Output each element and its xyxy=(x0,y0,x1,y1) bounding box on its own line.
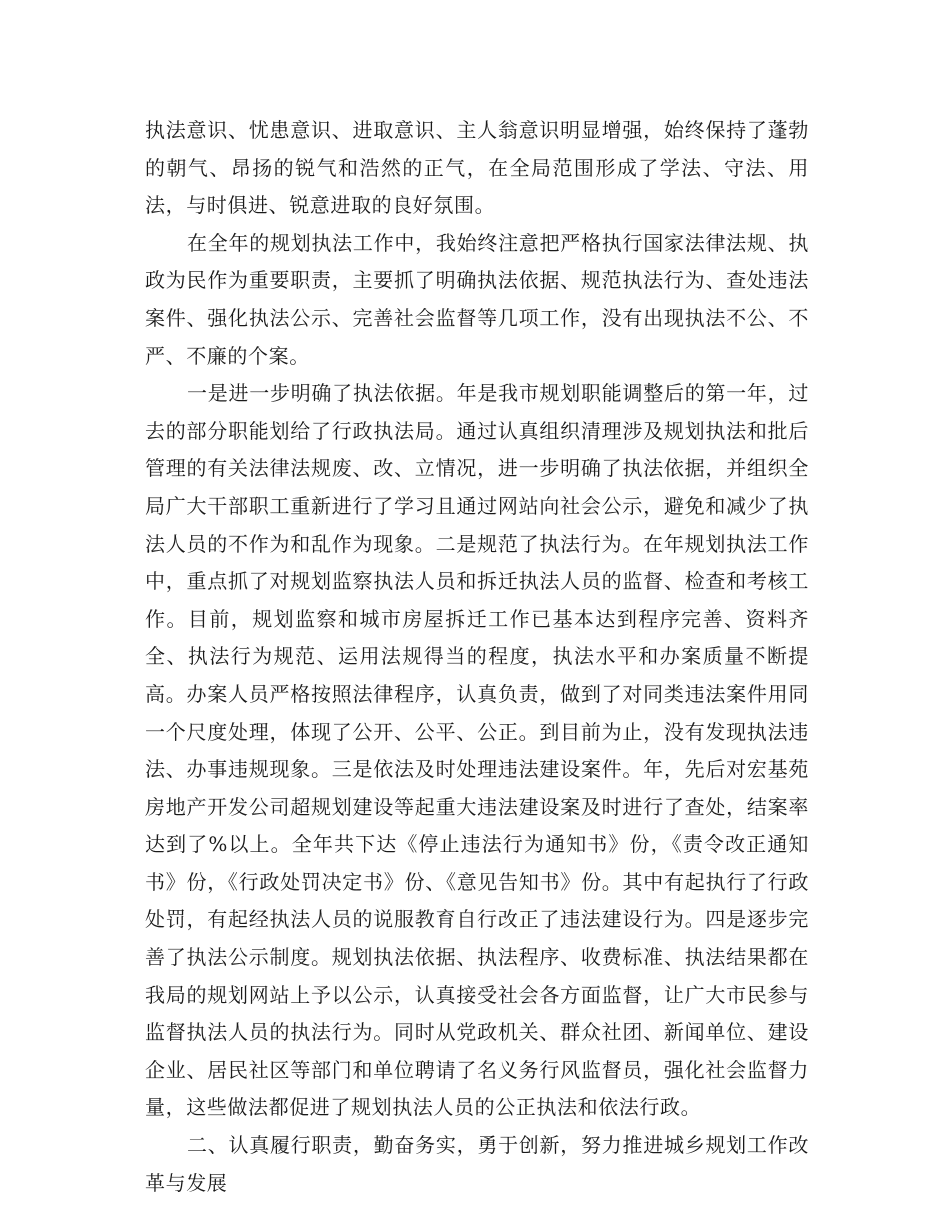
document-body xyxy=(145,112,809,1202)
paragraph-law-enforcement-details: 一是进一步明确了执法依据。年是我市规划职能调整后的第一年，过去的部分职能划给了行政执法局。通过认真组织清理涉及规划执法和批后管理的有关法律法规废、改、立情况，进一步明确了执法依据，并组织全局广大干部职工重新进行了学习且通过网站向社会公示，避免和减少了执法人员的不作为和乱作为现象。二是规范了执法行为。在年规划执法工作中，重点抓了对规划监察执法人员和拆迁执法人员的监督、检查和考核工作。目前，规划监察和城市房屋拆迁工作已基本达到程序完善、资料齐全、执法行为规范、运用法规得当的程度，执法水平和办案质量不断提高。办案人员严格按照法律程序，认真负责，做到了对同类违法案件用同一个尺度处理，体现了公开、公平、公正。到目前为止，没有发现执法违法、办事违规现象。三是依法及时处理违法建设案件。年，先后对宏基苑房地产开发公司超规划建设等起重大违法建设案及时进行了查处，结案率达到了%以上。全年共下达《停止违法行为通知书》份，《责令改正通知书》份，《行政处罚决定书》份、《意见告知书》份。其中有起执行了行政处罚，有起经执法人员的说服教育自行改正了违法建设行为。四是逐步完善了执法公示制度。规划执法依据、执法程序、收费标准、执法结果都在我局的规划网站上予以公示，认真接受社会各方面监督，让广大市民参与监督执法人员的执法行为。同时从党政机关、群众社团、新闻单位、建设企业、居民社区等部门和单位聘请了名义务行风监督员，强化社会监督力量，这些做法都促进了规划执法人员的公正执法和依法行政。 xyxy=(145,381,809,1120)
paragraph-law-enforcement-overview: 在全年的规划执法工作中，我始终注意把严格执行国家法律法规、执政为民作为重要职责，主要抓了明确执法依据、规范执法行为、查处违法案件、强化执法公示、完善社会监督等几项工作，没有出现执法不公、不严、不廉的个案。 xyxy=(145,230,809,368)
paragraph-continuation: 执法意识、忧患意识、进取意识、主人翁意识明显增强，始终保持了蓬勃的朝气、昂扬的锐气和浩然的正气，在全局范围形成了学法、守法、用法，与时俱进、锐意进取的良好氛围。 xyxy=(145,118,809,218)
section-heading-duties: 二、认真履行职责，勤奋务实，勇于创新，努力推进城乡规划工作改革与发展 xyxy=(145,1133,809,1195)
